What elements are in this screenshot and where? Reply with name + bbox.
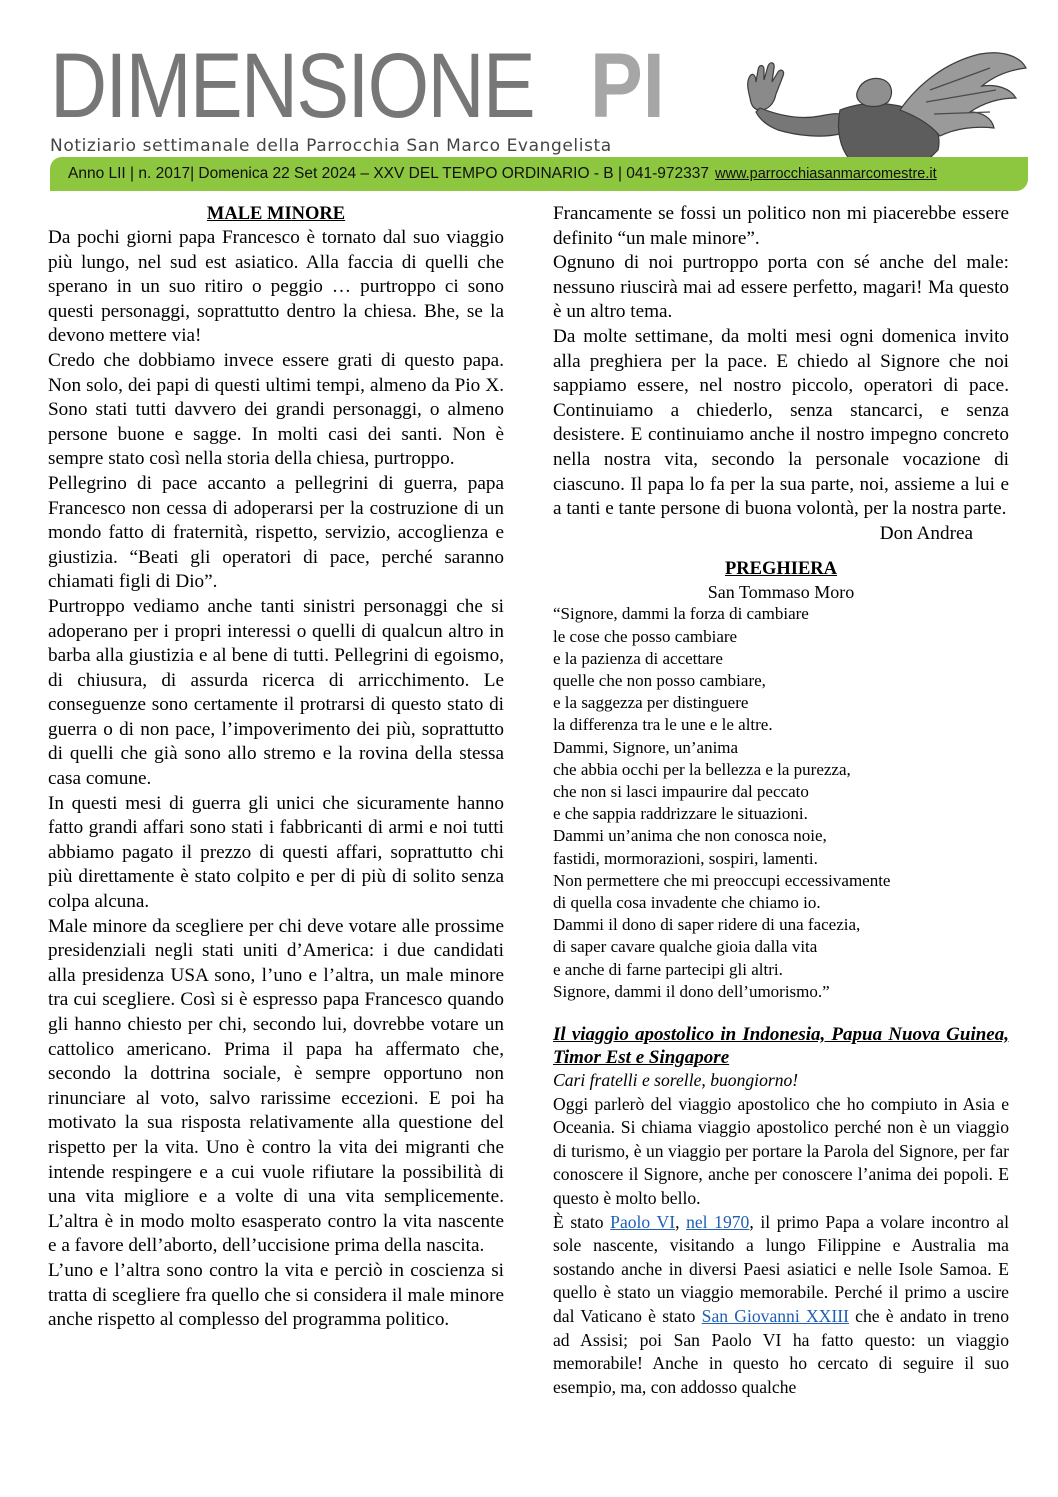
link-nel-1970[interactable]: nel 1970 <box>686 1211 750 1232</box>
paragraph: Oggi parlerò del viaggio apostolico che ho compiuto in Asia e Oceania. Si chiama viaggio apostolico perché non è un viaggio di turismo, è un viaggio per portare la Parola del Signore, per far conoscere il Signore, anche per conoscere l’anima dei popoli. E questo è molto bello. <box>553 1093 1009 1208</box>
article-heading-male-minore: MALE MINORE <box>206 204 346 224</box>
text-run: È stato <box>553 1211 611 1232</box>
title-pi: PI <box>590 35 665 137</box>
statue-image <box>690 50 1030 160</box>
newsletter-subtitle: Notiziario settimanale della Parrocchia San Marco Evangelista <box>50 136 612 156</box>
paragraph: L’uno e l’altra sono contro la vita e perciò in coscienza si tratta di scegliere fra quello che si considera il male minore anche rispetto al complesso del programma politico. <box>48 1259 504 1331</box>
paragraph: Purtroppo vediamo anche tanti sinistri personaggi che si adoperano per i propri interessi o quelli di qualcun altro in barba alla giustizia e al bene di tutti. Pellegrini di egoismo, di chiusura, di assurda ricerca di arricchimento. Le conseguenze sono certamente il protrarsi di questo stato di guerra o di non pace, l’impoverimento dei più, soprattutto di quelli che già sono allo stremo e la rovina della stessa casa comune. <box>48 595 504 790</box>
article-title-viaggio: Il viaggio apostolico in Indonesia, Papua Nuova Guinea, Timor Est e Singapore <box>553 1023 1009 1068</box>
prayer-text <box>553 603 1009 1003</box>
prayer-heading: PREGHIERA <box>724 559 838 580</box>
prayer-line: e la saggezza per distinguere <box>553 693 749 713</box>
title-main: DIMENSIONE <box>50 35 534 137</box>
paragraph: Da molte settimane, da molti mesi ogni domenica invito alla preghiera per la pace. E chiedo al Signore che noi sappiamo essere, nel nostro piccolo, operatori di pace. Continuiamo a chiederlo, senza stancarci, e senza desistere. E continuiamo anche il nostro impegno concreto nella nostra vita, secondo la personale vocazione di ciascuno. Il papa lo fa per la sua parte, noi, assieme a lui e a tanti e tante persone di buona volontà, per la nostra parte. <box>553 325 1009 520</box>
prayer-line: e la pazienza di accettare <box>553 648 723 668</box>
prayer-line: Dammi un’anima che non conosca noie, <box>553 826 827 846</box>
text-run: che è andato in treno ad Assisi; poi San Paolo VI ha fatto questo: un viaggio memorabile! Anche in questo ho cercato di seguire il suo esempio, ma, con addosso qualche <box>553 1305 1010 1397</box>
prayer-author: San Tommaso Moro <box>707 582 855 603</box>
prayer-line: di quella cosa invadente che chiamo io. <box>553 892 821 912</box>
greeting: Cari fratelli e sorelle, buongiorno! <box>553 1069 799 1090</box>
prayer-line: le cose che posso cambiare <box>553 626 738 646</box>
paragraph: Da pochi giorni papa Francesco è tornato dal suo viaggio più lungo, nel sud est asiatico. Alla faccia di quelli che sperano in un suo ritiro o peggio … purtroppo ci sono questi personaggi, soprattutto dentro la chiesa. Bhe, se la devono mettere via! <box>48 227 504 347</box>
prayer-line: “Signore, dammi la forza di cambiare <box>553 604 809 624</box>
prayer-line: e che sappia raddrizzare le situazioni. <box>553 804 808 824</box>
paragraph: Francamente se fossi un politico non mi piacerebbe essere definito “un male minore”. <box>553 203 1009 249</box>
text-run: , <box>675 1211 687 1232</box>
signature: Don Andrea <box>879 522 973 544</box>
website-link[interactable]: www.parrocchiasanmarcomestre.it <box>715 166 937 182</box>
left-column <box>48 202 504 1333</box>
paragraph: Male minore da scegliere per chi deve votare alle prossime presidenziali negli stati uniti d’America: i due candidati alla presidenza USA sono, l’uno e l’altra, un male minore tra cui scegliere. Così si è espresso papa Francesco quando gli hanno chiesto per chi, secondo lui, dovrebbe votare un cattolico americano. Prima il papa ha affermato che, secondo la dottrina sociale, è sempre opportuno non rinunciare al voto, salvo rarissime eccezioni. E poi ha motivato la sua risposta relativamente alla questione del rispetto per la vita. Uno è contro la vita dei migranti che intende respingere e a cui vuole rifiutare la possibilità di una vita migliore e a volte di una vita semplicemente. L’altra è in modo molto esasperato contro la vita nascente e a favore dell’aborto, dell’uccisione prima della nascita. <box>48 915 504 1257</box>
paragraph-with-links <box>553 1211 1009 1400</box>
newsletter-title <box>50 35 613 137</box>
right-column <box>553 202 1009 1399</box>
prayer-line: che abbia occhi per la bellezza e la purezza, <box>553 759 851 779</box>
link-san-giovanni-xxiii[interactable]: San Giovanni XXIII <box>701 1305 849 1326</box>
link-paolo-vi[interactable]: Paolo VI <box>610 1211 676 1232</box>
prayer-line: Dammi il dono di saper ridere di una facezia, <box>553 915 861 935</box>
prayer-line: di saper cavare qualche gioia dalla vita <box>553 937 818 957</box>
issue-info: Anno LII | n. 2017| Domenica 22 Set 2024 – XXV DEL TEMPO ORDINARIO - B | 041-972337 <box>68 165 710 182</box>
paragraph: Credo che dobbiamo invece essere grati di questo papa. Non solo, dei papi di questi ultimi tempi, almeno da Pio X. Sono stati tutti davvero dei grandi personaggi, o almeno persone buone e sagge. In molti casi dei santi. Non è sempre stato così nella storia della chiesa, purtroppo. <box>48 349 504 470</box>
prayer-line: che non si lasci impaurire dal peccato <box>553 781 809 801</box>
prayer-line: fastidi, mormorazioni, sospiri, lamenti. <box>553 848 818 868</box>
prayer-line: e anche di farne partecipi gli altri. <box>553 959 783 979</box>
prayer-line: Dammi, Signore, un’anima <box>553 737 739 757</box>
prayer-line: quelle che non posso cambiare, <box>553 670 766 690</box>
prayer-line: Non permettere che mi preoccupi eccessivamente <box>553 870 891 890</box>
paragraph: In questi mesi di guerra gli unici che sicuramente hanno fatto grandi affari sono stati i fabbricanti di armi e noi tutti abbiamo pagato il prezzo di questi affari, soprattutto chi più direttamente è stato colpito e per di più di solito senza colpa alcuna. <box>48 792 504 913</box>
issue-info-bar <box>50 157 1028 191</box>
paragraph: Pellegrino di pace accanto a pellegrini di guerra, papa Francesco non cessa di adoperarsi per la costruzione di un mondo fatto di fraternità, rispetto, servizio, accoglienza e giustizia. “Beati gli operatori di pace, perché saranno chiamati figli di Dio”. <box>48 472 504 593</box>
text-run: , il primo Papa a volare incontro al sole nascente, visitando a lungo Filippine e Australia ma sostando anche in diversi Paesi asiatici e nelle Isole Samoa. E quello è stato un viaggio memorabile. Perché il primo a uscire dal Vaticano è stato <box>553 1211 1009 1326</box>
prayer-line: Signore, dammi il dono dell’umorismo.” <box>553 981 830 1001</box>
paragraph: Ognuno di noi purtroppo porta con sé anche del male: nessuno riuscirà mai ad essere perfetto, magari! Ma questo è un altro tema. <box>553 252 1009 323</box>
prayer-line: la differenza tra le une e le altre. <box>553 715 773 735</box>
